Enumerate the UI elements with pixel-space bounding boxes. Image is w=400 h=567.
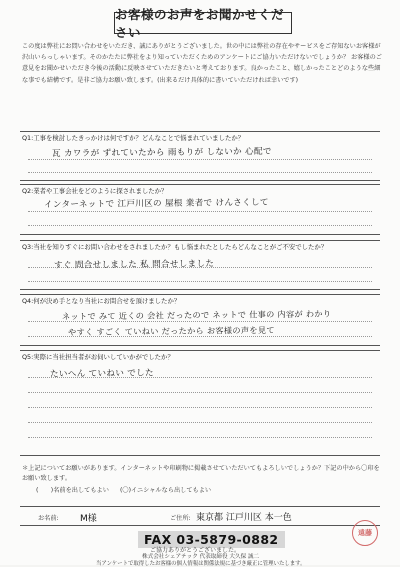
question-2-answer[interactable]: インターネットで 江戸川区の 屋根 業者で けんさくして <box>43 197 269 211</box>
answer-line <box>28 422 372 423</box>
privacy-text: 当アンケートで取得したお客様の個人情報は関係法規に基づき厳正に管理いたします。 <box>96 561 306 567</box>
question-3-answer[interactable]: すぐ 問合せしました 私 問合せしました <box>53 259 215 271</box>
question-4-label: Q4:何が決め手となり当社にお問合せを頂けましたか？ <box>22 297 181 305</box>
question-5-box <box>20 350 380 456</box>
name-address-bar <box>20 506 380 526</box>
question-1-answer[interactable]: 瓦 カワラが ずれていたから 雨もりが しないか 心配で <box>51 146 272 160</box>
address-label: ご住所: <box>170 515 191 522</box>
intro-text: この度は弊社にお問い合わせをいただき、誠にありがとうございました。世の中には弊社の存在やサービスをご存知ないお客様が沢山いらっしゃいます。そのかたたに弊社をより知っていただくためのアンケートにご協力いただけないでしょうか？ お客様のご意見をお聞かせいただき今後の活動に反映させていただきたいと考えております。良かったこと、嬉しかったことどのような些細な事でも結構です。是非ご協力お願い致します。(出来るだけ具体的に書いていただければ幸いです) <box>22 43 382 84</box>
fax-number: FAX 03-5879-0882 <box>138 531 285 548</box>
question-5-label: Q5:実際に当社担当者がお伺いしていかがでしたか？ <box>22 353 174 361</box>
address-value[interactable]: 東京都 江戸川区 本一色 <box>196 513 292 523</box>
question-5-answer[interactable]: たいへん ていねい でした <box>49 368 154 380</box>
page-title: お客様のお声をお聞かせください <box>114 12 292 34</box>
question-2-box <box>20 184 380 235</box>
answer-line <box>28 281 372 282</box>
publication-note: ＊上記についてお願いがあります。インターネットや印刷物に掲載させていただいてもよろしいでしょうか？下記の中から〇印をお願い致します。 <box>22 465 380 482</box>
option-initials[interactable]: (〇)イニシャルなら出してもよい <box>120 487 212 494</box>
option-full-name[interactable]: ( )名前を出してもよい <box>36 487 109 494</box>
question-3-box <box>20 240 380 290</box>
question-3-label: Q3:当社を知りすぐにお問い合わせをされましたか？もし悩まれたとしたらどんなことがご不安でしたか？ <box>22 243 328 251</box>
answer-line <box>28 159 372 160</box>
stamp-seal <box>352 520 378 546</box>
company-text: 株式会社シェアテック 代表取締役 大久保 誠二 <box>142 554 260 560</box>
question-2-label: Q2:業者や工事会社をどのように探されましたか？ <box>22 187 168 195</box>
question-4-answer[interactable]: ネットで みて 近くの 会社 だったので ネットで 仕事の 内容が わかり <box>61 308 332 322</box>
answer-line <box>28 407 372 408</box>
name-value[interactable]: M様 <box>80 514 97 524</box>
answer-line <box>28 211 372 212</box>
question-4-answer-line-2[interactable]: やすく すごく ていねい だったから お客様の声を見て <box>67 324 275 338</box>
question-1-label: Q1:工事を検討したきっかけは何ですか？どんなことで悩まれていましたか？ <box>22 134 245 142</box>
question-1-box <box>20 131 380 181</box>
stamp-text: 遠藤 <box>358 529 372 537</box>
name-label: お名前: <box>38 515 59 522</box>
answer-line <box>28 392 372 393</box>
answer-line <box>28 172 372 173</box>
question-4-box <box>20 294 380 346</box>
thanks-text: ご協力ありがとうございました。 <box>150 547 241 554</box>
answer-line <box>28 225 372 226</box>
answer-line <box>28 437 372 438</box>
